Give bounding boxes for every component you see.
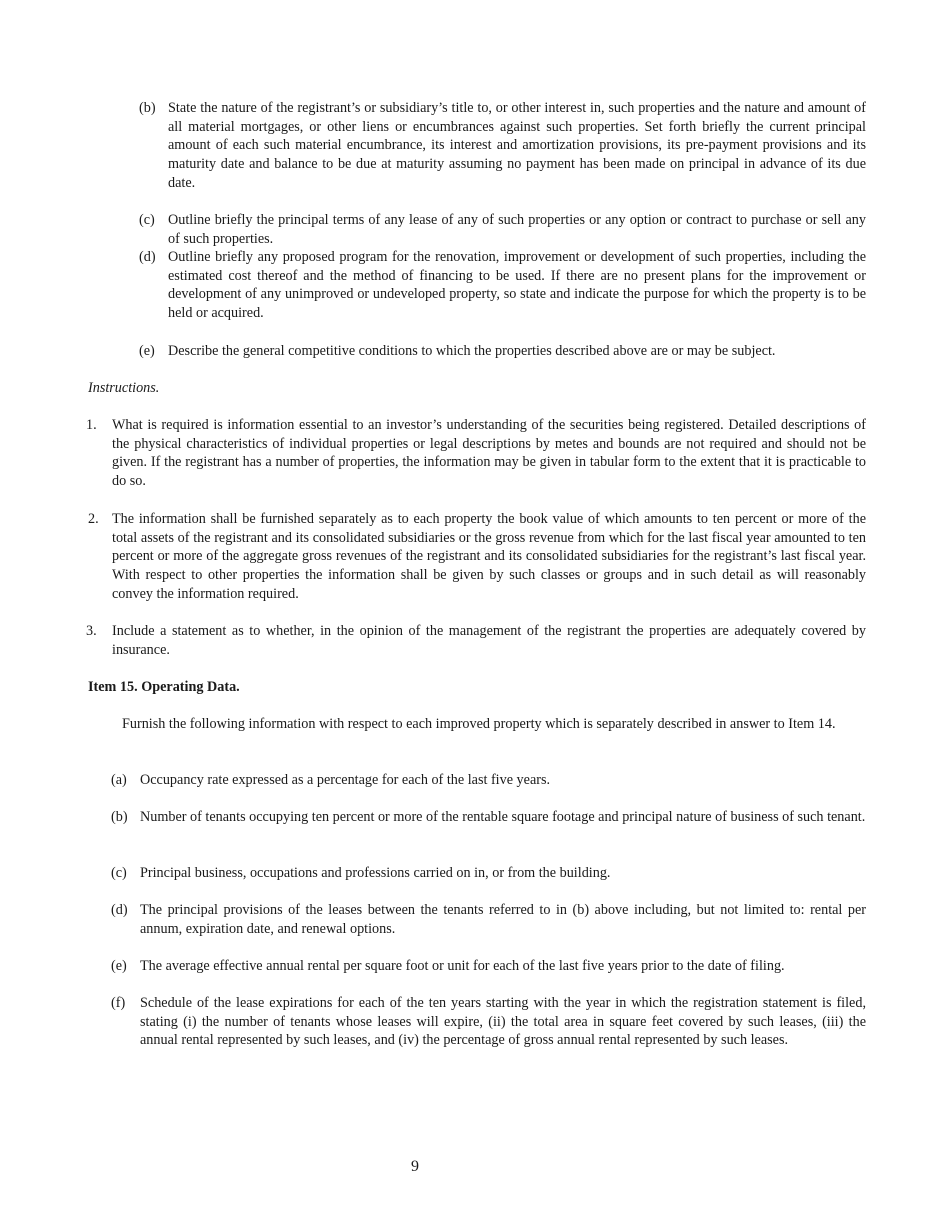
item15-subitem-d <box>111 901 866 938</box>
item14-subitem-b-label: (b) <box>139 100 156 116</box>
item15-subitem-c-text: Principal business, occupations and professions carried on in, or from the building. <box>140 865 611 881</box>
item14-subitem-e <box>139 342 866 361</box>
instructions-heading: Instructions. <box>88 380 160 396</box>
item14-subitem-b-text: State the nature of the registrant’s or subsidiary’s title to, or other interest in, such properties and the nature and amount of all material mortgages, or other liens or encumbrances against such properties. Set forth briefly the current principal amount of each such material encumbrance, its interest and amortization provisions, its pre-payment provisions and its maturity date and balance to be due at maturity assuming no payment has been made on principal in advance of its due date. <box>168 100 866 191</box>
instruction-2 <box>88 510 866 604</box>
item15-subitem-b-text: Number of tenants occupying ten percent or more of the rentable square footage and principal nature of business of such tenant. <box>140 809 866 825</box>
item15-subitem-d-label: (d) <box>111 902 128 918</box>
item15-subitem-c <box>111 864 866 883</box>
item15-subitem-f-label: (f) <box>111 995 126 1011</box>
item14-subitem-d-label: (d) <box>139 249 156 265</box>
item14-subitem-d <box>139 248 866 323</box>
item15-subitem-a-label: (a) <box>111 772 127 788</box>
item15-heading: Item 15. Operating Data. <box>88 679 240 695</box>
instruction-3-text: Include a statement as to whether, in the opinion of the management of the registrant the properties are adequately covered by insurance. <box>112 623 866 658</box>
item14-subitem-c-text: Outline briefly the principal terms of any lease of any of such properties or any option or contract to purchase or sell any of such properties. <box>168 212 866 247</box>
instruction-2-text: The information shall be furnished separately as to each property the book value of which amounts to ten percent or more of the total assets of the registrant and its consolidated subsidiaries or the gross revenue from which for the last fiscal year amounted to ten percent or more of the aggregate gross revenues of the registrant and its consolidated subsidiaries for the registrant’s last fiscal year. With respect to other properties the information shall be given by such classes or groups and in such detail as will reasonably convey the information required. <box>112 511 866 602</box>
item15-subitem-b-label: (b) <box>111 809 128 825</box>
item14-subitem-c <box>139 211 866 248</box>
item15-subitem-b <box>111 808 866 827</box>
item15-subitem-a-text: Occupancy rate expressed as a percentage for each of the last five years. <box>140 772 551 788</box>
instruction-2-label: 2. <box>88 511 99 527</box>
page-number: 9 <box>411 1158 419 1175</box>
instruction-3-label: 3. <box>86 623 97 639</box>
item15-subitem-f <box>111 994 866 1050</box>
instruction-1-text: What is required is information essential to an investor’s understanding of the securities being registered. Detailed descriptions of the physical characteristics of individual properties or legal descriptions by metes and bounds are not required and should not be given. If the registrant has a number of properties, the information may be given in tabular form to the extent that it is practicable to do so. <box>112 417 866 490</box>
item14-subitem-e-label: (e) <box>139 343 155 359</box>
item14-subitem-c-label: (c) <box>139 212 155 228</box>
instruction-1 <box>86 416 866 491</box>
instruction-1-label: 1. <box>86 417 97 433</box>
item15-subitem-e-label: (e) <box>111 958 127 974</box>
item15-subitem-f-text: Schedule of the lease expirations for each of the ten years starting with the year in which the registration statement is filed, stating (i) the number of tenants whose leases will expire, (ii) the total area in square feet covered by such leases, (iii) the annual rental represented by such leases, and (iv) the percentage of gross annual rental represented by such leases. <box>140 995 866 1049</box>
item15-subitem-a <box>111 771 866 790</box>
instruction-3 <box>86 622 866 659</box>
item14-subitem-d-text: Outline briefly any proposed program for the renovation, improvement or development of such properties, including the estimated cost thereof and the method of financing to be used. If there are no present plans for the improvement or development of any unimproved or undeveloped property, so state and indicate the purpose for which the property is to be held or acquired. <box>168 249 866 322</box>
item14-subitem-b <box>139 99 866 193</box>
item15-intro: Furnish the following information with respect to each improved property which is separately described in answer to Item 14. <box>122 716 836 732</box>
item15-subitem-e-text: The average effective annual rental per square foot or unit for each of the last five years prior to the date of filing. <box>140 958 785 974</box>
item15-subitem-d-text: The principal provisions of the leases between the tenants referred to in (b) above including, but not limited to: rental per annum, expiration date, and renewal options. <box>140 902 866 937</box>
item15-subitem-c-label: (c) <box>111 865 127 881</box>
item14-subitem-e-text: Describe the general competitive conditions to which the properties described above are or may be subject. <box>168 343 776 359</box>
item15-subitem-e <box>111 957 866 976</box>
